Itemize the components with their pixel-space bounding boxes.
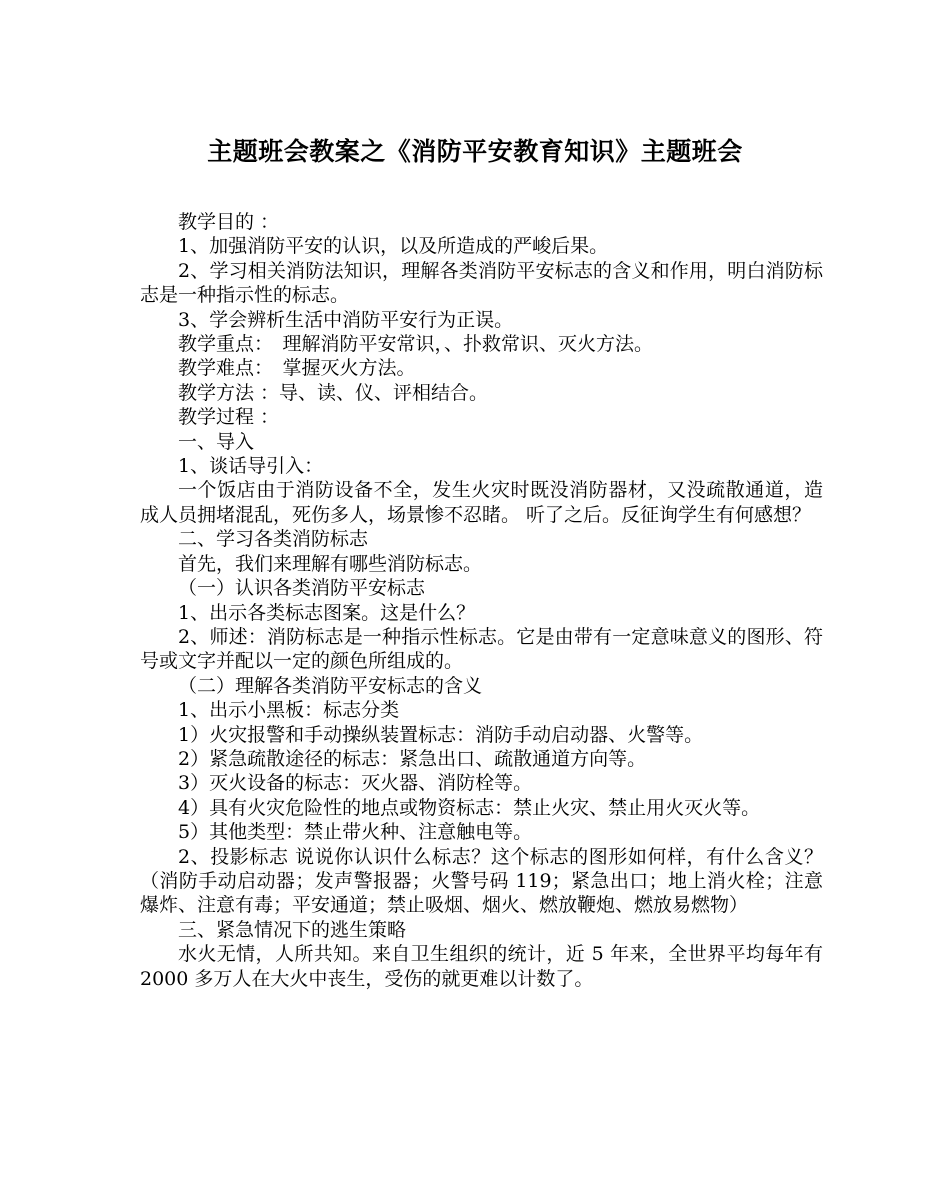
paragraph-category-4: 4）具有火灾危险性的地点或物资标志：禁止火灾、禁止用火灭火等。 (178, 796, 761, 819)
document-title: 主题班会教案之《消防平安教育知识》主题班会 (207, 137, 743, 166)
paragraph-methods: 教学方法 ：导、读、仪、评相结合。 (178, 381, 489, 404)
paragraph-intro-talk: 1、谈话导引入： (178, 455, 324, 478)
paragraph-category-1: 1）火灾报警和手动操纵装置标志：消防手动启动器、火警等。 (178, 723, 704, 746)
paragraph-teacher-says: 2、师述：消防标志是一种指示性标志。它是由带有一定意味意义的图形、符号或文字并配以一定的颜色所组成的。 (140, 625, 823, 673)
paragraph-subsection-1: （一）认识各类消防平安标志 (178, 577, 426, 600)
paragraph-restaurant-story: 一个饭店由于消防设备不全，发生火灾时既没消防器材，又没疏散通道，造成人员拥堵混乱，死伤多人，场景惨不忍睹。 听了之后。反征询学生有何感想？ (140, 479, 823, 526)
paragraph-statistics: 水火无情，人所共知。来自卫生组织的统计，近 5 年来，全世界平均每年有 2000 多万人在大火中丧生，受伤的就更难以计数了。 (140, 943, 823, 990)
paragraph-objective-3: 3、学会辨析生活中消防平安行为正误。 (178, 308, 514, 331)
document-body (140, 210, 823, 991)
paragraph-blackboard: 1、出示小黑板：标志分类 (178, 699, 400, 722)
paragraph-projection: 2、投影标志 说说你认识什么标志？这个标志的图形如何样，有什么含义？（消防手动启动器；发声警报器；火警号码 119；紧急出口；地上消火栓；注意爆炸、注意有毒；平安通道；禁止吸烟、烟火、燃放鞭炮、燃放易燃物） (140, 845, 823, 917)
paragraph-first-understand: 首先，我们来理解有哪些消防标志。 (178, 552, 483, 575)
paragraph-objectives-heading: 教学目的 ： (178, 211, 280, 233)
paragraph-difficulties: 教学难点： 掌握灭火方法。 (178, 357, 416, 380)
paragraph-category-2: 2）紧急疏散途径的标志：紧急出口、疏散通道方向等。 (178, 747, 647, 770)
paragraph-key-points: 教学重点： 理解消防平安常识，、扑救常识、灭火方法。 (178, 333, 654, 356)
paragraph-objective-2: 2、学习相关消防法知识，理解各类消防平安标志的含义和作用，明白消防标志是一种指示性的标志。 (140, 259, 823, 307)
paragraph-category-3: 3）灭火设备的标志：灭火器、消防栓等。 (178, 772, 533, 795)
paragraph-section-3: 三、紧急情况下的逃生策略 (178, 918, 407, 941)
paragraph-objective-1: 1、加强消防平安的认识，以及所造成的严峻后果。 (178, 235, 609, 258)
paragraph-section-1: 一、导入 (178, 430, 255, 453)
paragraph-category-5: 5）其他类型：禁止带火种、注意触电等。 (178, 821, 533, 844)
paragraph-process-heading: 教学过程 ： (178, 406, 280, 429)
paragraph-section-2: 二、学习各类消防标志 (178, 528, 369, 551)
paragraph-subsection-2: （二）理解各类消防平安标志的含义 (178, 674, 483, 697)
paragraph-show-signs: 1、出示各类标志图案。这是什么？ (178, 601, 476, 624)
